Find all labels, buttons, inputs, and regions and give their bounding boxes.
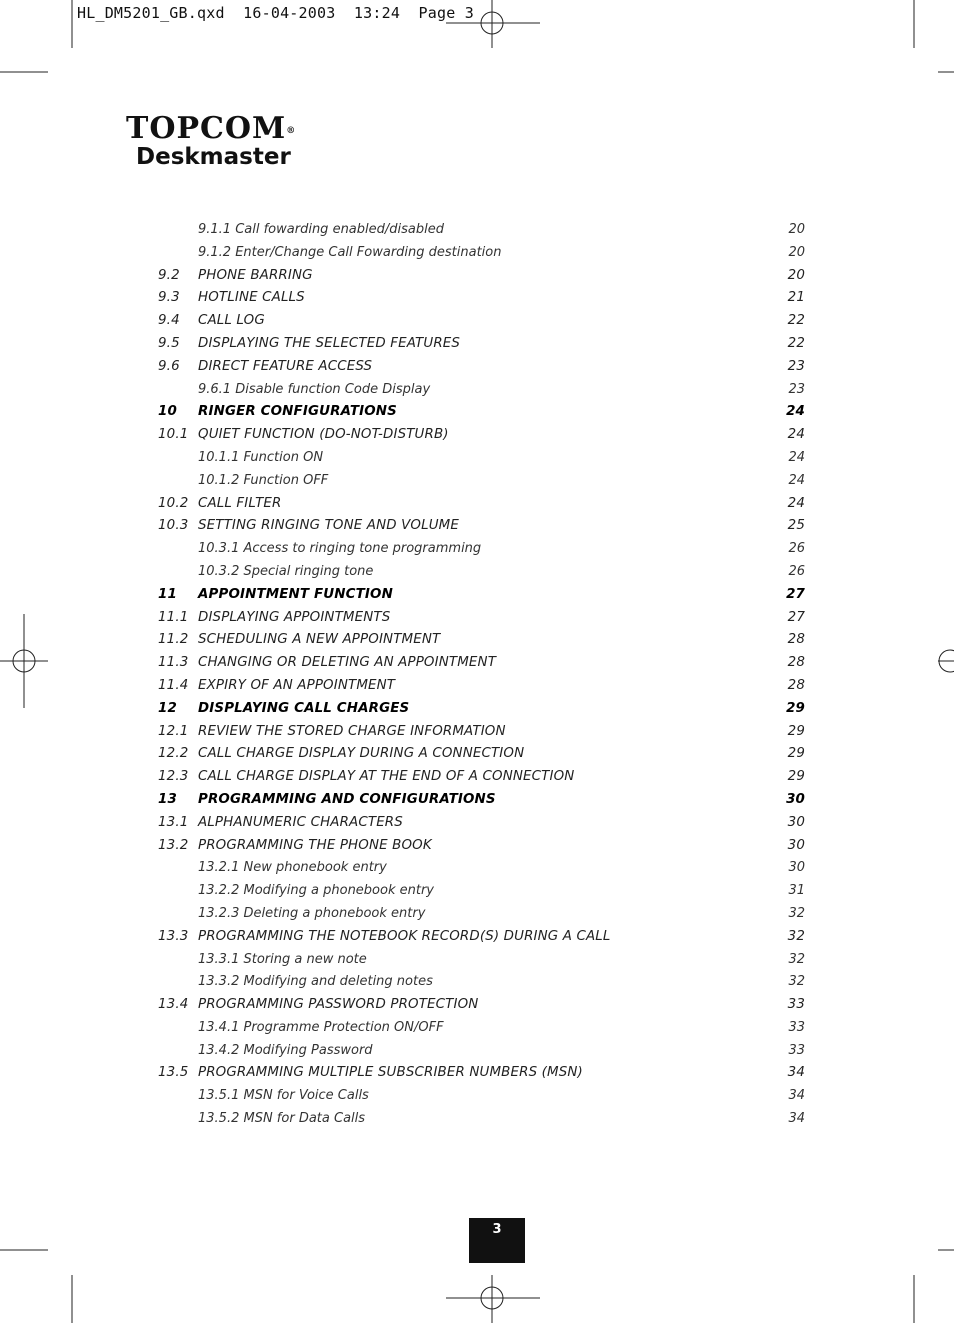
- toc-entry-number: 9.3: [158, 290, 180, 306]
- toc-entry-title: 9.1.2 Enter/Change Call Fowarding destination: [198, 244, 502, 260]
- toc-entry-title: 13.2.2 Modifying a phonebook entry: [198, 883, 434, 899]
- toc-entry-title: REVIEW THE STORED CHARGE INFORMATION: [198, 723, 506, 739]
- toc-entry-title: 13.4.1 Programme Protection ON/OFF: [198, 1019, 444, 1035]
- toc-entry-number: 11: [158, 586, 177, 602]
- toc-entry-title: 13.5.1 MSN for Voice Calls: [198, 1088, 369, 1104]
- toc-entry: [158, 538, 808, 561]
- toc-entry: [158, 903, 808, 926]
- toc-entry-title: ALPHANUMERIC CHARACTERS: [198, 814, 403, 830]
- toc-entry: [158, 561, 808, 584]
- toc-entry-number: 10.1: [158, 427, 189, 443]
- toc-entry-page: 29: [787, 746, 805, 762]
- toc-entry-number: 11.2: [158, 632, 189, 648]
- toc-entry-number: 13.3: [158, 928, 189, 944]
- toc-entry-title: PROGRAMMING AND CONFIGURATIONS: [198, 791, 496, 807]
- toc-entry-page: 30: [788, 860, 805, 876]
- toc-entry-title: CALL CHARGE DISPLAY DURING A CONNECTION: [198, 746, 525, 762]
- toc-entry-page: 24: [788, 449, 805, 465]
- toc-entry-page: 26: [788, 541, 805, 557]
- toc-entry: [158, 242, 808, 265]
- toc-entry-number: 10.3: [158, 518, 189, 534]
- toc-entry-page: 34: [788, 1088, 805, 1104]
- toc-entry-page: 22: [787, 313, 805, 329]
- page-number: 3: [492, 1222, 502, 1237]
- toc-entry-number: 12.1: [158, 723, 189, 739]
- toc-entry-title: DISPLAYING CALL CHARGES: [198, 700, 410, 716]
- toc-entry: [158, 607, 808, 630]
- toc-entry-number: 12.3: [158, 769, 189, 785]
- toc-entry: [158, 1017, 808, 1040]
- toc-entry: [158, 652, 808, 675]
- toc-entry-title: CALL LOG: [198, 313, 265, 329]
- toc-entry-page: 28: [787, 655, 805, 671]
- toc-entry-title: 9.1.1 Call fowarding enabled/disabled: [198, 222, 444, 237]
- toc-entry-page: 32: [787, 928, 805, 944]
- toc-entry-page: 26: [788, 563, 805, 579]
- toc-entry-number: 13.5: [158, 1065, 189, 1081]
- toc-entry-page: 32: [788, 905, 805, 921]
- toc-entry: [158, 1108, 808, 1131]
- toc-entry-title: PROGRAMMING THE PHONE BOOK: [198, 837, 432, 853]
- toc-entry: [158, 766, 808, 789]
- brand-wordmark: TOPCOM: [126, 111, 287, 146]
- toc-entry: [158, 379, 808, 402]
- toc-entry-title: EXPIRY OF AN APPOINTMENT: [198, 677, 396, 693]
- toc-entry: [158, 675, 808, 698]
- toc-entry-page: 25: [787, 518, 805, 534]
- toc-entry-title: 10.1.2 Function OFF: [198, 472, 329, 488]
- toc-entry-title: 10.3.1 Access to ringing tone programming: [198, 541, 482, 557]
- toc-entry-title: DIRECT FEATURE ACCESS: [198, 358, 373, 374]
- toc-entry-page: 24: [787, 495, 805, 511]
- toc-entry-page: 20: [787, 267, 805, 283]
- toc-entry-page: 24: [788, 472, 805, 488]
- toc-entry: [158, 401, 808, 424]
- toc-entry: [158, 493, 808, 516]
- toc-entry: [158, 926, 808, 949]
- toc-entry: [158, 949, 808, 972]
- toc-entry-number: 10: [158, 404, 177, 420]
- toc-entry: [158, 971, 808, 994]
- toc-entry-page: 20: [788, 244, 805, 260]
- toc-entry-page: 21: [787, 290, 805, 306]
- toc-entry-number: 10.2: [158, 495, 189, 511]
- toc-entry-page: 31: [788, 883, 805, 899]
- toc-entry: [158, 812, 808, 835]
- toc-entry-title: 13.2.1 New phonebook entry: [198, 860, 387, 876]
- toc-entry-title: CALL CHARGE DISPLAY AT THE END OF A CONNECTION: [198, 769, 575, 785]
- toc-entry-number: 9.6: [158, 358, 180, 374]
- toc-entry-title: PROGRAMMING MULTIPLE SUBSCRIBER NUMBERS (MSN): [198, 1065, 583, 1081]
- toc-entry: [158, 629, 808, 652]
- toc-entry-title: 10.3.2 Special ringing tone: [198, 563, 374, 579]
- toc-entry-title: CHANGING OR DELETING AN APPOINTMENT: [198, 655, 497, 671]
- toc-entry-title: 13.3.1 Storing a new note: [198, 951, 367, 967]
- toc-entry-title: 13.5.2 MSN for Data Calls: [198, 1111, 366, 1127]
- toc-entry-number: 13.4: [158, 997, 189, 1013]
- toc-entry-title: SETTING RINGING TONE AND VOLUME: [198, 518, 459, 534]
- toc-entry-number: 9.5: [158, 335, 180, 351]
- brand-header: [126, 112, 296, 170]
- toc-entry: [158, 698, 808, 721]
- toc-entry: [158, 743, 808, 766]
- toc-entry-page: 20: [788, 222, 805, 237]
- toc-entry: [158, 424, 808, 447]
- toc-entry: [158, 835, 808, 858]
- toc-entry-title: 13.2.3 Deleting a phonebook entry: [198, 905, 426, 921]
- toc-entry-page: 29: [787, 723, 805, 739]
- toc-entry: [158, 789, 808, 812]
- toc-entry-number: 13.1: [158, 814, 189, 830]
- toc-entry-title: HOTLINE CALLS: [198, 290, 305, 306]
- toc-entry-page: 28: [787, 677, 805, 693]
- toc-entry-page: 23: [787, 358, 805, 374]
- toc-entry: [158, 721, 808, 744]
- toc-entry: [158, 994, 808, 1017]
- toc-entry-page: 29: [787, 769, 805, 785]
- toc-entry-title: CALL FILTER: [198, 495, 282, 511]
- toc-entry-page: 24: [787, 427, 805, 443]
- toc-entry-title: DISPLAYING THE SELECTED FEATURES: [198, 335, 461, 351]
- topcom-logo: [126, 112, 296, 146]
- toc-entry-number: 11.1: [158, 609, 189, 625]
- toc-entry-number: 13: [158, 791, 177, 807]
- toc-entry-number: 11.3: [158, 655, 189, 671]
- toc-entry: [158, 880, 808, 903]
- toc-entry-page: 28: [787, 632, 805, 648]
- toc-entry: [158, 310, 808, 333]
- toc-entry-title: 13.3.2 Modifying and deleting notes: [198, 974, 433, 990]
- toc-entry-page: 33: [788, 1042, 805, 1058]
- toc-entry-title: PROGRAMMING THE NOTEBOOK RECORD(S) DURING A CALL: [198, 928, 611, 944]
- toc-entry-page: 30: [787, 814, 805, 830]
- toc-entry-page: 33: [788, 1019, 805, 1035]
- toc-entry: [158, 333, 808, 356]
- toc-entry-page: 24: [786, 404, 805, 420]
- toc-entry-title: 13.4.2 Modifying Password: [198, 1042, 373, 1058]
- toc-entry-title: SCHEDULING A NEW APPOINTMENT: [198, 632, 441, 648]
- registered-mark: ®: [286, 126, 297, 136]
- toc-entry-title: QUIET FUNCTION (DO-NOT-DISTURB): [198, 427, 449, 443]
- toc-entry: [158, 1085, 808, 1108]
- toc-entry-title: RINGER CONFIGURATIONS: [198, 404, 397, 420]
- toc-entry-number: 9.2: [158, 267, 180, 283]
- toc-entry-title: 9.6.1 Disable function Code Display: [198, 381, 431, 397]
- toc-entry-page: 32: [788, 974, 805, 990]
- toc-entry: [158, 515, 808, 538]
- toc-entry-number: 9.4: [158, 313, 180, 329]
- toc-entry-page: 30: [787, 837, 805, 853]
- toc-entry: [158, 1062, 808, 1085]
- toc-entry: [158, 857, 808, 880]
- toc-entry-number: 12: [158, 700, 177, 716]
- toc-entry-page: 34: [787, 1065, 805, 1081]
- toc-entry-title: DISPLAYING APPOINTMENTS: [198, 609, 391, 625]
- toc-entry-page: 34: [788, 1111, 805, 1127]
- toc-entry-title: 10.1.1 Function ON: [198, 449, 324, 465]
- toc-entry-title: PHONE BARRING: [198, 267, 313, 283]
- toc-entry-page: 30: [786, 791, 805, 807]
- toc-entry-page: 29: [786, 700, 805, 716]
- table-of-contents: [158, 219, 808, 1131]
- toc-entry: [158, 1040, 808, 1063]
- file-slug: HL_DM5201_GB.qxd 16-04-2003 13:24 Page 3: [77, 4, 474, 22]
- toc-entry-page: 27: [786, 586, 805, 602]
- toc-entry-number: 11.4: [158, 677, 189, 693]
- toc-entry-number: 13.2: [158, 837, 189, 853]
- toc-entry-page: 27: [787, 609, 805, 625]
- toc-entry-page: 23: [788, 381, 805, 397]
- toc-entry: [158, 287, 808, 310]
- toc-entry: [158, 265, 808, 288]
- toc-entry: [158, 356, 808, 379]
- toc-entry: [158, 447, 808, 470]
- page-number-box: [469, 1218, 525, 1263]
- toc-entry-title: PROGRAMMING PASSWORD PROTECTION: [198, 997, 479, 1013]
- toc-entry-page: 33: [787, 997, 805, 1013]
- toc-entry-page: 22: [787, 335, 805, 351]
- toc-entry: [158, 584, 808, 607]
- toc-entry-title: APPOINTMENT FUNCTION: [198, 586, 393, 602]
- product-name: Deskmaster: [136, 144, 291, 170]
- toc-entry: [158, 219, 808, 242]
- toc-entry: [158, 470, 808, 493]
- toc-entry-number: 12.2: [158, 746, 189, 762]
- toc-entry-page: 32: [788, 951, 805, 967]
